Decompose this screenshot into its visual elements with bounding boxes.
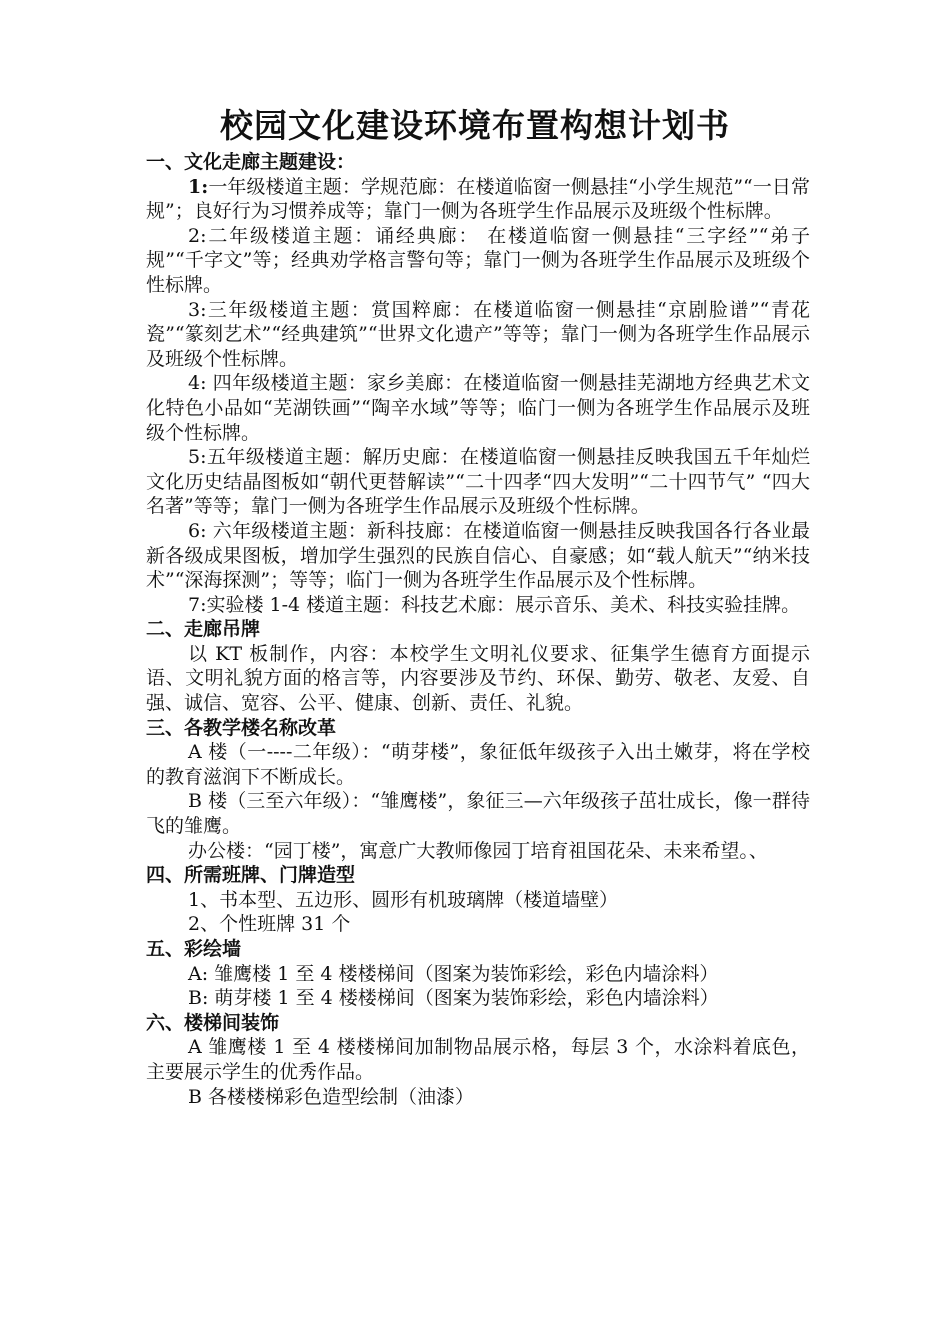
paragraph: B 各楼楼梯彩色造型绘制（油漆）	[188, 1085, 475, 1108]
document-body	[146, 150, 810, 1109]
paragraph: 以 KT 板制作，内容：本校学生文明礼仪要求、征集学生德育方面提示语、文明礼貌方面的格言等，内容要涉及节约、环保、勤劳、敬老、友爱、自强、诚信、宽容、公平、健康、创新、责任、礼貌。	[146, 642, 810, 715]
section-heading: 一、文化走廊主题建设：	[146, 151, 356, 173]
section-heading: 五、彩绘墙	[146, 938, 242, 960]
paragraph: 7:实验楼 1-4 楼道主题：科技艺术廊：展示音乐、美术、科技实验挂牌。	[188, 593, 801, 616]
paragraph: A: 雏鹰楼 1 至 4 楼楼梯间（图案为装饰彩绘，彩色内墙涂料）	[188, 962, 719, 985]
paragraph: 2、个性班牌 31 个	[188, 913, 351, 936]
paragraph: 5:五年级楼道主题：解历史廊：在楼道临窗一侧悬挂反映我国五千年灿烂文化历史结晶图板如“朝代更替解读”“二十四孝“四大发明”“二十四节气” “四大名著”等等；靠门一侧为各班学生作品展示及班级个性标牌。	[146, 446, 810, 518]
paragraph: A 雏鹰楼 1 至 4 楼楼梯间加制物品展示格，每层 3 个，水涂料着底色，主要展示学生的优秀作品。	[146, 1036, 810, 1083]
paragraph: 办公楼：“园丁楼”，寓意广大教师像园丁培育祖国花朵、未来希望。、	[188, 839, 768, 862]
paragraph: B: 萌芽楼 1 至 4 楼楼梯间（图案为装饰彩绘，彩色内墙涂料）	[188, 987, 719, 1010]
document-title: 校园文化建设环境布置构想计划书	[220, 106, 730, 145]
paragraph: B 楼（三至六年级）：“雏鹰楼”，象征三—六年级孩子茁壮成长，像一群待飞的雏鹰。	[146, 790, 810, 838]
paragraph: 1、书本型、五边形、圆形有机玻璃牌（楼道墙壁）	[188, 888, 619, 911]
paragraph: 3:三年级楼道主题：赏国粹廊：在楼道临窗一侧悬挂“京剧脸谱”“青花瓷”“篆刻艺术”“经典建筑”“世界文化遗产”等等；靠门一侧为各班学生作品展示及班级个性标牌。	[146, 298, 810, 370]
section-heading: 三、各教学楼名称改革	[146, 716, 337, 739]
section-heading: 六、楼梯间装饰	[146, 1011, 280, 1034]
section-heading: 四、所需班牌、门牌造型	[146, 864, 356, 887]
paragraph: 6: 六年级楼道主题：新科技廊：在楼道临窗一侧悬挂反映我国各行各业最新各级成果图板，增加学生强烈的民族自信心、自豪感；如“载人航天”“纳米技术”“深海探测”；等等；临门一侧为各班学生作品展示及个性标牌。	[146, 519, 810, 592]
section-heading: 二、走廊吊牌	[146, 618, 261, 641]
paragraph: A 楼（一----二年级）：“萌芽楼”，象征低年级孩子入出土嫩芽，将在学校的教育滋润下不断成长。	[146, 741, 810, 788]
paragraph: 4: 四年级楼道主题：家乡美廊：在楼道临窗一侧悬挂芜湖地方经典艺术文化特色小品如“芜湖铁画”“陶辛水域”等等；临门一侧为各班学生作品展示及班级个性标牌。	[146, 372, 810, 444]
paragraph	[146, 175, 810, 224]
paragraph: 2:二年级楼道主题：诵经典廊： 在楼道临窗一侧悬挂“三字经”“弟子规”“千字文”等；经典劝学格言警句等；靠门一侧为各班学生作品展示及班级个性标牌。	[146, 224, 810, 296]
item-number: 1:	[188, 175, 209, 198]
paragraph-text: 一年级楼道主题：学规范廊：在楼道临窗一侧悬挂“小学生规范”“一日常规”；良好行为习惯养成等；靠门一侧为各班学生作品展示及班级个性标牌。	[146, 175, 810, 223]
